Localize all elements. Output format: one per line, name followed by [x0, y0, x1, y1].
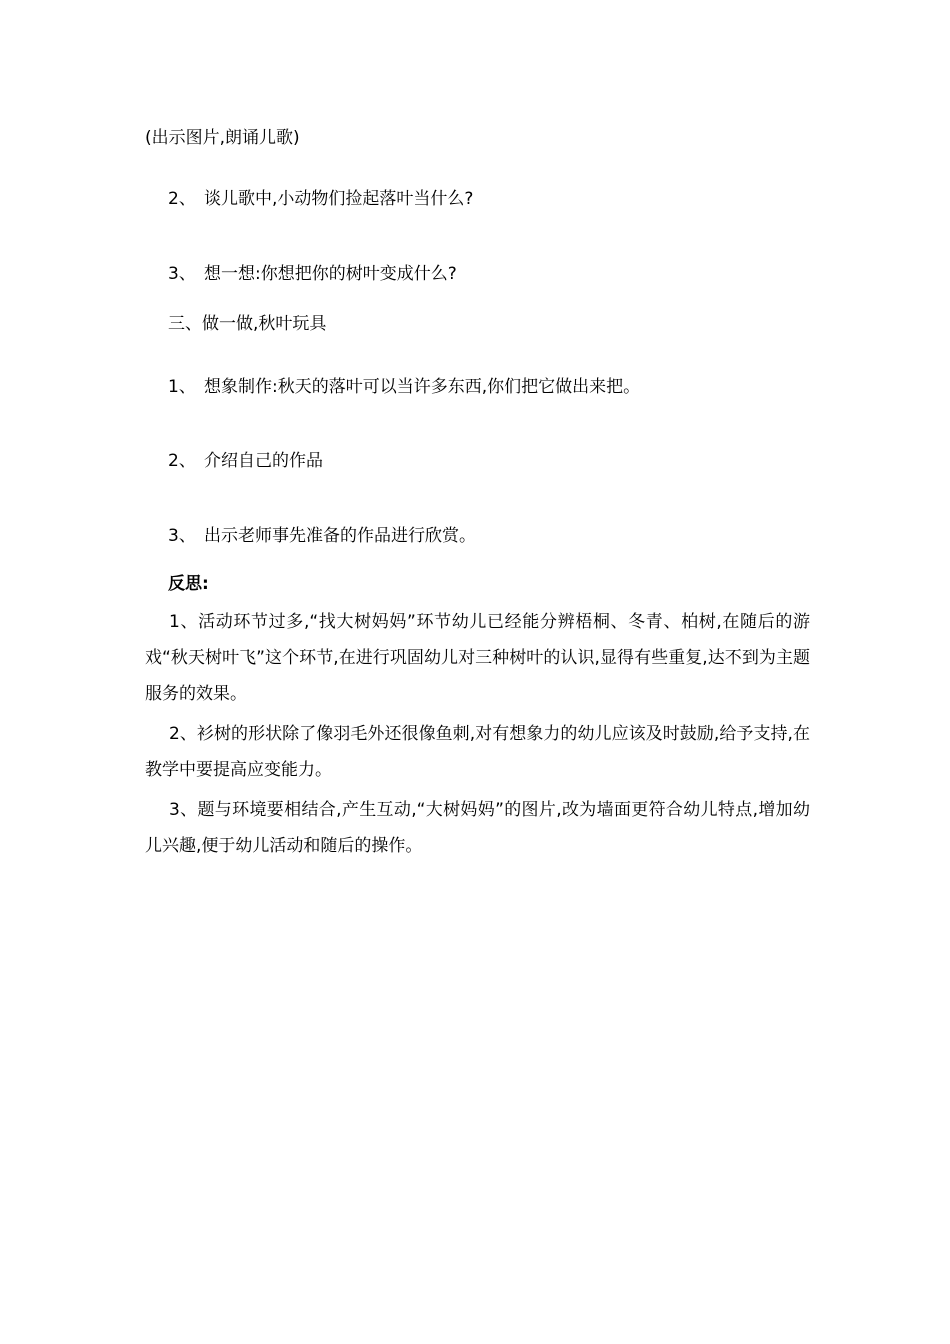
reflection-paragraph-2: 2、衫树的形状除了像羽毛外还很像鱼刺,对有想象力的幼儿应该及时鼓励,给予支持,在教学中要提高应变能力。	[145, 724, 810, 780]
step-text: 想一想:你想把你的树叶变成什么?	[204, 264, 457, 284]
step-number: 2、	[168, 189, 196, 209]
make-item-2	[168, 449, 323, 473]
item-text: 介绍自己的作品	[204, 451, 323, 471]
item-text: 出示老师事先准备的作品进行欣赏。	[204, 526, 476, 546]
item-number: 3、	[168, 526, 196, 546]
step-text: 谈儿歌中,小动物们捡起落叶当什么?	[204, 189, 474, 209]
make-item-3	[168, 524, 476, 548]
discussion-step-3	[168, 262, 457, 286]
section-three-title: 三、做一做,秋叶玩具	[168, 314, 327, 334]
reflection-paragraph-3: 3、题与环境要相结合,产生互动,“大树妈妈”的图片,改为墙面更符合幼儿特点,增加幼儿兴趣,便于幼儿活动和随后的操作。	[145, 800, 810, 856]
discussion-step-2	[168, 187, 473, 211]
intro-note: (出示图片,朗诵儿歌)	[145, 128, 300, 148]
step-number: 3、	[168, 264, 196, 284]
make-item-1	[168, 375, 640, 399]
reflection-paragraph-1: 1、活动环节过多,“找大树妈妈”环节幼儿已经能分辨梧桐、冬青、柏树,在随后的游戏“秋天树叶飞”这个环节,在进行巩固幼儿对三种树叶的认识,显得有些重复,达不到为主题服务的效果。	[145, 612, 810, 704]
item-number: 1、	[168, 377, 196, 397]
item-text: 想象制作:秋天的落叶可以当许多东西,你们把它做出来把。	[204, 377, 641, 397]
reflection-heading: 反思:	[168, 574, 209, 594]
item-number: 2、	[168, 451, 196, 471]
